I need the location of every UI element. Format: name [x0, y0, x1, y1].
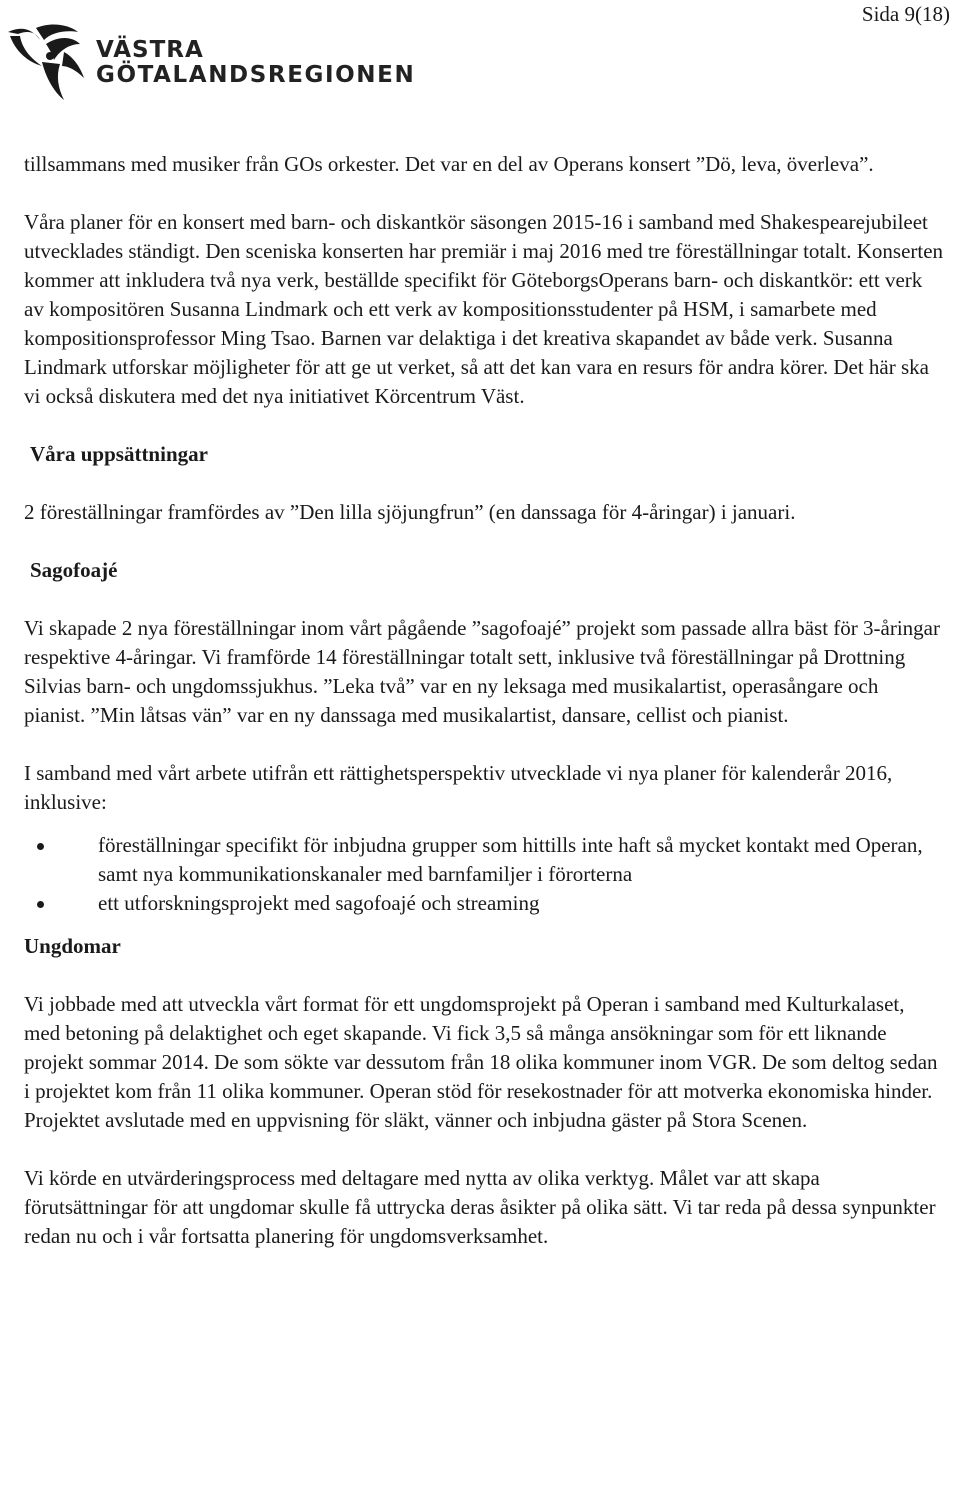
logo-text [96, 38, 415, 88]
paragraph-orkester: tillsammans med musiker från GOs orkester. Det var en del av Operans konsert ”Dö, leva, överleva”. [24, 152, 874, 176]
list-item-text: ett utforskningsprojekt med sagofoajé och streaming [98, 891, 540, 915]
paragraph-konsert-planer: Våra planer för en konsert med barn- och diskantkör säsongen 2015-16 i samband med Shakespearejubileet utvecklades ständigt. Den sceniska konserten har premiär i maj 2016 med tre föreställningar totalt. Konserten kommer att inkludera två nya verk, beställde specifikt för GöteborgsOperans barn- och diskantkör: ett verk av kompositören Susanna Lindmark och ett verk av kompositionsstudenter på HSM, i samarbete med kompositionsprofessor Ming Tsao. Barnen var delaktiga i det kreativa skapandet av både verk. Susanna Lindmark utforskar möjligheter för att ge ut verket, så att det kan vara en resurs för andra körer. Det här ska vi också diskutera med det nya initiativet Körcentrum Väst. [24, 210, 944, 408]
page-number: Sida 9(18) [861, 2, 950, 26]
paragraph-sjojungfrun: 2 föreställningar framfördes av ”Den lilla sjöjungfrun” (en danssaga för 4-åringar) i januari. [24, 500, 796, 524]
bullet-icon [37, 901, 44, 908]
paragraph-rattighetsperspektiv: I samband med vårt arbete utifrån ett rättighetsperspektiv utvecklade vi nya planer för kalenderår 2016, inklusive: [24, 761, 893, 814]
list-item [24, 889, 944, 918]
paragraph-ungdomsprojekt: Vi jobbade med att utveckla vårt format för ett ungdomsprojekt på Operan i samband med Kulturkalaset, med betoning på delaktighet och eget skapande. Vi fick 3,5 så många ansökningar som för ett liknande projekt sommar 2014. De som sökte var dessutom från 18 olika kommuner inom VGR. De som deltog sedan i projektet kom från 11 olika kommuner. Operan stöd för resekostnader för att motverka ekonomiska hinder. Projektet avslutade med en uppvisning för släkt, vänner och inbjudna gäster på Stora Scenen. [24, 992, 938, 1132]
logo-line-vastra: VÄSTRA [96, 37, 204, 63]
bullet-icon [37, 843, 44, 850]
logo-line-gotalandsregionen: GÖTALANDSREGIONEN [96, 62, 416, 88]
document-body [24, 150, 944, 1280]
paragraph-utvardering: Vi körde en utvärderingsprocess med deltagare med nytta av olika verktyg. Målet var att skapa förutsättningar för att ungdomar skulle få uttrycka deras åsikter på olika sätt. Vi tar reda på dessa synpunkter redan nu och i vår fortsatta planering för ungdomsverksamhet. [24, 1166, 936, 1248]
heading-sagofoaje: Sagofoajé [30, 558, 118, 582]
list-item [24, 831, 944, 889]
paragraph-sagofoaje: Vi skapade 2 nya föreställningar inom vårt pågående ”sagofoajé” projekt som passade allra bäst för 3-åringar respektive 4-åringar. Vi framförde 14 föreställningar totalt sett, inklusive två föreställningar på Drottning Silvias barn- och ungdomssjukhus. ”Leka två” var en ny leksaga med musikalartist, operasångare och pianist. ”Min låtsas vän” var en ny danssaga med musikalartist, dansare, cellist och pianist. [24, 616, 940, 727]
vastra-gotalandsregionen-logo [6, 22, 416, 104]
heading-vara-uppsattningar: Våra uppsättningar [30, 442, 208, 466]
vgr-swirl-logo-icon [6, 22, 92, 104]
heading-ungdomar: Ungdomar [24, 934, 121, 958]
list-item-text: föreställningar specifikt för inbjudna grupper som hittills inte haft så mycket kontakt med Operan, samt nya kommunikationskanaler med barnfamiljer i förorterna [98, 833, 923, 886]
bullet-list [24, 831, 944, 918]
